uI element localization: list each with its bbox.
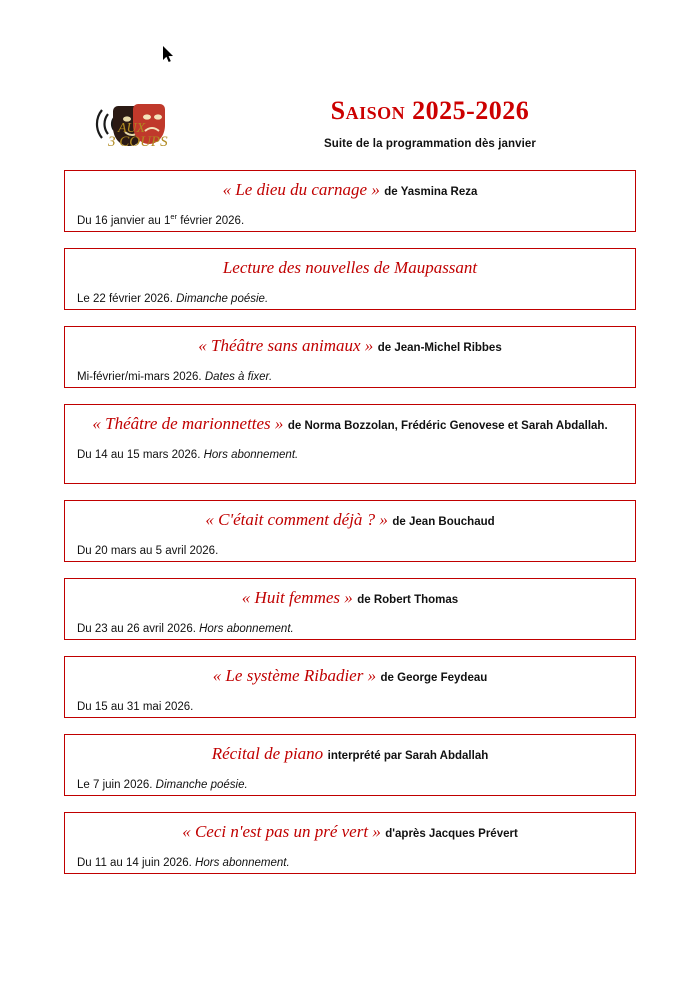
page-title: Saison 2025-2026 bbox=[330, 96, 530, 125]
show-heading bbox=[75, 665, 625, 688]
show-dates-sup: er bbox=[170, 211, 178, 221]
show-heading bbox=[75, 821, 625, 844]
show-note: Hors abonnement. bbox=[199, 622, 294, 635]
show-dates-text: Du 15 au 31 mai 2026. bbox=[77, 700, 194, 713]
show-heading bbox=[75, 179, 625, 202]
title-block bbox=[190, 98, 670, 150]
show-dates-text: Le 7 juin 2026. bbox=[77, 778, 156, 791]
show-heading bbox=[75, 743, 625, 766]
show-item bbox=[64, 326, 636, 388]
show-note: Dimanche poésie. bbox=[176, 292, 269, 305]
show-item bbox=[64, 404, 636, 484]
show-dates bbox=[75, 776, 625, 793]
show-item bbox=[64, 578, 636, 640]
show-author: de George Feydeau bbox=[380, 672, 488, 684]
show-dates-text: Du 11 au 14 juin 2026. bbox=[77, 856, 196, 869]
show-item bbox=[64, 248, 636, 310]
show-note: Hors abonnement. bbox=[203, 448, 299, 461]
show-item bbox=[64, 812, 636, 874]
show-dates bbox=[75, 368, 625, 385]
show-author: de Robert Thomas bbox=[357, 594, 459, 606]
show-item bbox=[64, 500, 636, 562]
show-author: de Norma Bozzolan, Frédéric Genovese et Sarah Abdallah. bbox=[287, 420, 608, 432]
show-item bbox=[64, 656, 636, 718]
page-subtitle: Suite de la programmation dès janvier bbox=[323, 138, 537, 150]
show-dates bbox=[75, 620, 625, 637]
show-title: Lecture des nouvelles de Maupassant bbox=[222, 258, 478, 277]
svg-text:AUX: AUX bbox=[118, 121, 146, 136]
show-title: Récital de piano bbox=[211, 744, 324, 763]
show-author: de Yasmina Reza bbox=[384, 186, 478, 198]
show-title: « Le dieu du carnage » bbox=[222, 180, 380, 199]
show-title: « Huit femmes » bbox=[241, 588, 353, 607]
show-dates bbox=[75, 854, 625, 871]
show-dates-text: Du 23 au 26 avril 2026. bbox=[77, 622, 200, 635]
show-list bbox=[0, 170, 700, 890]
show-title: « Ceci n'est pas un pré vert » bbox=[182, 822, 381, 841]
document-header bbox=[0, 80, 700, 170]
show-dates-suffix: février 2026. bbox=[177, 214, 245, 227]
show-title: « C'était comment déjà ? » bbox=[205, 510, 388, 529]
show-dates-text: Du 14 au 15 mars 2026. bbox=[77, 448, 204, 461]
show-dates-text: Le 22 février 2026. bbox=[77, 292, 177, 305]
show-item bbox=[64, 734, 636, 796]
show-heading bbox=[75, 257, 625, 280]
show-author: interprété par Sarah Abdallah bbox=[327, 750, 489, 762]
show-dates bbox=[75, 212, 625, 229]
show-dates-text: Du 20 mars au 5 avril 2026. bbox=[77, 544, 219, 557]
show-dates bbox=[75, 698, 625, 715]
show-item bbox=[64, 170, 636, 232]
show-heading bbox=[75, 335, 625, 358]
show-heading bbox=[75, 509, 625, 532]
show-title: « Le système Ribadier » bbox=[212, 666, 377, 685]
show-author: de Jean Bouchaud bbox=[392, 516, 495, 528]
svg-text:3 COUPS: 3 COUPS bbox=[108, 134, 168, 150]
show-dates bbox=[75, 542, 625, 559]
show-note: Dates à fixer. bbox=[204, 370, 273, 383]
show-author: d'après Jacques Prévert bbox=[385, 828, 518, 840]
show-note: Hors abonnement. bbox=[195, 856, 290, 869]
show-dates bbox=[75, 446, 625, 463]
show-title: « Théâtre de marionnettes » bbox=[92, 414, 284, 433]
show-note: Dimanche poésie. bbox=[155, 778, 248, 791]
theatre-masks-logo bbox=[88, 88, 180, 160]
show-dates bbox=[75, 290, 625, 307]
show-dates-text: Du 16 janvier au 1 bbox=[77, 214, 171, 227]
show-heading bbox=[75, 587, 625, 610]
show-title: « Théâtre sans animaux » bbox=[198, 336, 374, 355]
show-dates-text: Mi-février/mi-mars 2026. bbox=[77, 370, 205, 383]
show-heading bbox=[75, 413, 625, 436]
mouse-cursor bbox=[163, 46, 175, 64]
show-author: de Jean-Michel Ribbes bbox=[377, 342, 502, 354]
